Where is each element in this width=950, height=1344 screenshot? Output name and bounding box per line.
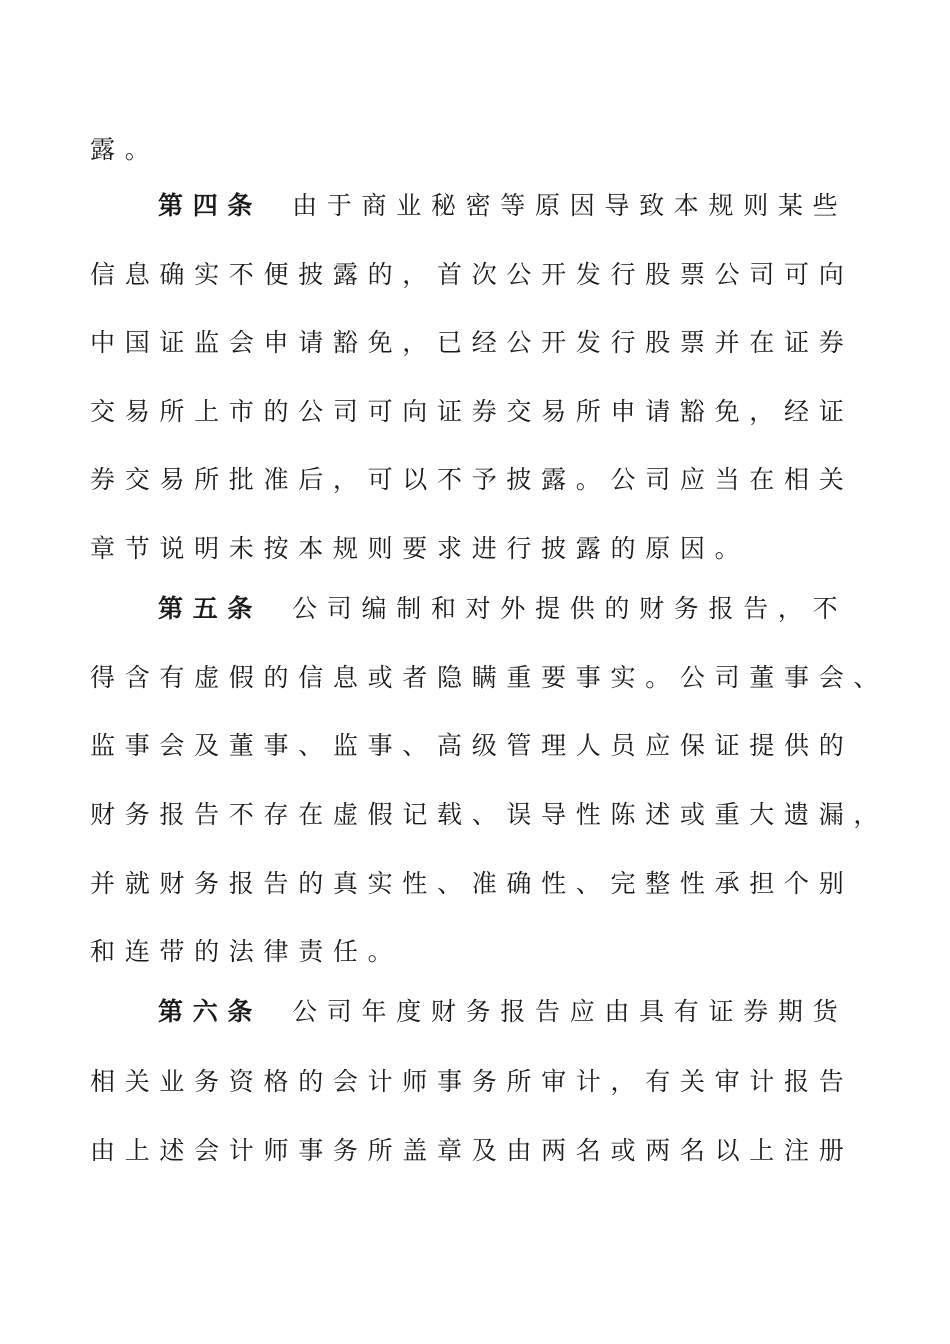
text-line: [90, 1062, 853, 1102]
line-text: 和连带的法律责任。: [90, 937, 403, 966]
text-line: [90, 323, 853, 363]
line-text: 信息确实不便披露的，首次公开发行股票公司可向: [90, 260, 854, 289]
line-text: 并就财务报告的真实性、准确性、完整性承担个别: [90, 869, 854, 898]
line-text: 由上述会计师事务所盖章及由两名或两名以上注册: [90, 1136, 854, 1165]
article-number: 第四条: [158, 191, 263, 220]
line-text: 得含有虚假的信息或者隐瞒重要事实。公司董事会、: [90, 663, 889, 692]
text-line: [90, 460, 853, 500]
text-line: [90, 130, 159, 170]
line-text: 交易所上市的公司可向证券交易所申请豁免，经证: [90, 397, 854, 426]
line-text: 公司年度财务报告应由具有证券期货: [292, 997, 848, 1026]
text-line: [90, 864, 853, 904]
text-line: [90, 529, 749, 569]
text-line: [90, 255, 853, 295]
article-heading-line: [158, 992, 847, 1032]
text-line: [90, 932, 402, 972]
line-text: 章节说明未按本规则要求进行披露的原因。: [90, 534, 750, 563]
line-text: 相关业务资格的会计师事务所审计，有关审计报告: [90, 1067, 854, 1096]
article-heading-line: [158, 186, 847, 226]
article-heading-line: [158, 589, 847, 629]
text-line: [90, 392, 853, 432]
line-text: 公司编制和对外提供的财务报告，不: [292, 594, 848, 623]
line-text: 中国证监会申请豁免，已经公开发行股票并在证券: [90, 328, 854, 357]
article-number: 第五条: [158, 594, 263, 623]
text-line: [90, 658, 888, 698]
text-line: [90, 795, 888, 835]
line-text: 财务报告不存在虚假记载、误导性陈述或重大遗漏，: [90, 800, 889, 829]
line-text: 露。: [90, 135, 160, 164]
text-line: [90, 726, 853, 766]
article-number: 第六条: [158, 997, 263, 1026]
line-text: 监事会及董事、监事、高级管理人员应保证提供的: [90, 731, 854, 760]
text-line: [90, 1131, 853, 1171]
line-text: 由于商业秘密等原因导致本规则某些: [292, 191, 848, 220]
line-text: 券交易所批准后，可以不予披露。公司应当在相关: [90, 465, 854, 494]
